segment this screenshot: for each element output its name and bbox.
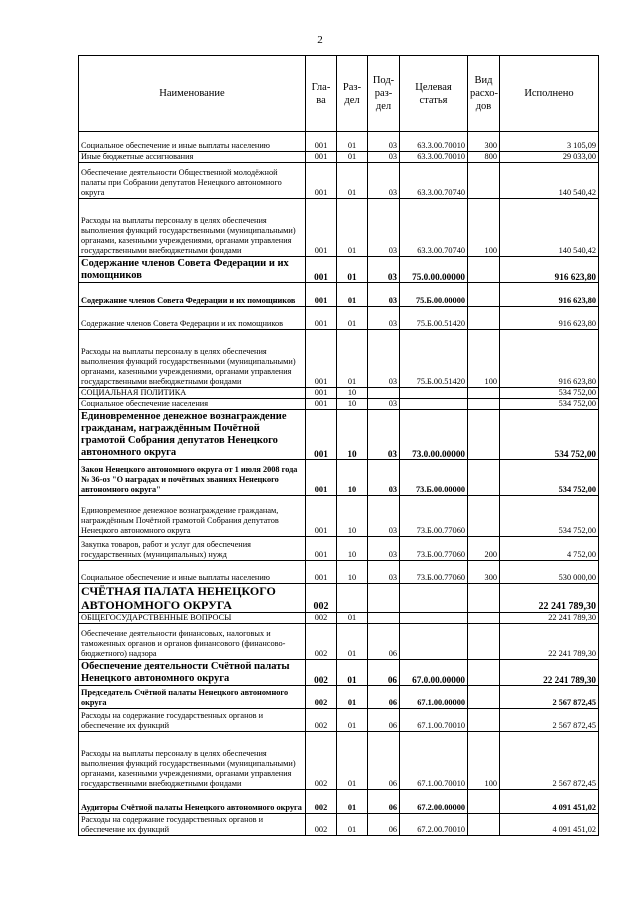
table-row xyxy=(79,814,599,836)
row-target-article-cell: 63.3.00.70010 xyxy=(400,132,468,152)
row-expense-type-cell xyxy=(468,460,500,496)
row-executed-amount-cell: 2 567 872,45 xyxy=(500,686,599,709)
row-expense-type-cell xyxy=(468,814,500,836)
row-executed-amount-cell: 140 540,42 xyxy=(500,199,599,257)
row-executed-amount-cell: 2 567 872,45 xyxy=(500,709,599,732)
row-name-cell: Закупка товаров, работ и услуг для обеспечения государственных (муниципальных) нужд xyxy=(79,537,306,561)
row-subsection-cell: 03 xyxy=(368,460,400,496)
row-name-cell: Расходы на выплаты персоналу в целях обеспечения выполнения функций государственными (муниципальными) органами, казенными учреждениями, органами управления государственными внебюджетными фондами xyxy=(79,330,306,388)
row-name-cell: Иные бюджетные ассигнования xyxy=(79,152,306,163)
row-chapter-cell: 001 xyxy=(306,257,337,283)
row-subsection-cell xyxy=(368,613,400,624)
row-chapter-cell: 001 xyxy=(306,460,337,496)
row-section-cell: 10 xyxy=(337,410,368,460)
row-chapter-cell: 001 xyxy=(306,399,337,410)
row-name-cell: Обеспечение деятельности Общественной молодёжной палаты при Собрании депутатов Ненецкого автономного округа xyxy=(79,163,306,199)
row-target-article-cell: 63.3.00.70740 xyxy=(400,199,468,257)
row-chapter-cell: 001 xyxy=(306,199,337,257)
row-subsection-cell: 03 xyxy=(368,199,400,257)
budget-execution-table xyxy=(78,55,599,836)
table-row xyxy=(79,257,599,283)
row-chapter-cell: 001 xyxy=(306,132,337,152)
row-section-cell: 01 xyxy=(337,199,368,257)
table-row xyxy=(79,584,599,613)
row-target-article-cell: 67.1.00.70010 xyxy=(400,709,468,732)
row-expense-type-cell: 100 xyxy=(468,732,500,790)
table-row xyxy=(79,307,599,330)
row-name-cell: Расходы на содержание государственных органов и обеспечение их функций xyxy=(79,814,306,836)
row-name-cell: Содержание членов Совета Федерации и их помощников xyxy=(79,257,306,283)
row-section-cell: 01 xyxy=(337,814,368,836)
row-expense-type-cell: 800 xyxy=(468,152,500,163)
row-executed-amount-cell: 916 623,80 xyxy=(500,283,599,307)
row-target-article-cell: 67.1.00.70010 xyxy=(400,732,468,790)
row-executed-amount-cell: 916 623,80 xyxy=(500,330,599,388)
row-subsection-cell: 06 xyxy=(368,790,400,814)
row-expense-type-cell xyxy=(468,410,500,460)
row-name-cell: Социальное обеспечение и иные выплаты населению xyxy=(79,132,306,152)
row-executed-amount-cell: 534 752,00 xyxy=(500,410,599,460)
row-chapter-cell: 001 xyxy=(306,410,337,460)
row-section-cell: 01 xyxy=(337,686,368,709)
row-chapter-cell: 002 xyxy=(306,709,337,732)
row-executed-amount-cell: 29 033,00 xyxy=(500,152,599,163)
row-name-cell: Обеспечение деятельности финансовых, налоговых и таможенных органов и органов финансового (финансово-бюджетного) надзора xyxy=(79,624,306,660)
table-body xyxy=(79,132,599,836)
row-name-cell: СЧЁТНАЯ ПАЛАТА НЕНЕЦКОГО АВТОНОМНОГО ОКРУГА xyxy=(79,584,306,613)
row-section-cell: 01 xyxy=(337,152,368,163)
row-section-cell: 10 xyxy=(337,399,368,410)
column-header-target-article: Целевая статья xyxy=(400,56,468,132)
row-subsection-cell: 03 xyxy=(368,561,400,584)
row-chapter-cell: 001 xyxy=(306,388,337,399)
table-row xyxy=(79,132,599,152)
row-expense-type-cell xyxy=(468,624,500,660)
row-subsection-cell: 03 xyxy=(368,307,400,330)
row-section-cell: 01 xyxy=(337,307,368,330)
row-target-article-cell: 63.3.00.70010 xyxy=(400,152,468,163)
row-target-article-cell xyxy=(400,388,468,399)
row-subsection-cell: 03 xyxy=(368,152,400,163)
row-subsection-cell: 03 xyxy=(368,257,400,283)
row-name-cell: Содержание членов Совета Федерации и их помощников xyxy=(79,307,306,330)
row-target-article-cell: 75.0.00.00000 xyxy=(400,257,468,283)
row-name-cell: Председатель Счётной палаты Ненецкого автономного округа xyxy=(79,686,306,709)
table-row xyxy=(79,399,599,410)
row-subsection-cell: 06 xyxy=(368,814,400,836)
table-row xyxy=(79,561,599,584)
row-section-cell: 01 xyxy=(337,132,368,152)
table-row xyxy=(79,410,599,460)
row-target-article-cell xyxy=(400,613,468,624)
row-subsection-cell: 06 xyxy=(368,732,400,790)
row-name-cell: СОЦИАЛЬНАЯ ПОЛИТИКА xyxy=(79,388,306,399)
row-expense-type-cell: 300 xyxy=(468,132,500,152)
row-expense-type-cell xyxy=(468,283,500,307)
row-executed-amount-cell: 2 567 872,45 xyxy=(500,732,599,790)
row-chapter-cell: 001 xyxy=(306,537,337,561)
row-chapter-cell: 001 xyxy=(306,283,337,307)
row-executed-amount-cell: 534 752,00 xyxy=(500,388,599,399)
row-name-cell: Социальное обеспечение населения xyxy=(79,399,306,410)
row-executed-amount-cell: 4 752,00 xyxy=(500,537,599,561)
row-section-cell: 01 xyxy=(337,257,368,283)
table-row xyxy=(79,152,599,163)
row-target-article-cell xyxy=(400,624,468,660)
row-executed-amount-cell: 530 000,00 xyxy=(500,561,599,584)
row-section-cell: 01 xyxy=(337,330,368,388)
table-row xyxy=(79,283,599,307)
row-chapter-cell: 002 xyxy=(306,660,337,686)
row-expense-type-cell xyxy=(468,388,500,399)
row-expense-type-cell xyxy=(468,613,500,624)
row-executed-amount-cell: 22 241 789,30 xyxy=(500,613,599,624)
table-row xyxy=(79,660,599,686)
row-chapter-cell: 001 xyxy=(306,496,337,537)
table-row xyxy=(79,790,599,814)
row-section-cell: 01 xyxy=(337,660,368,686)
table-row xyxy=(79,496,599,537)
row-expense-type-cell xyxy=(468,686,500,709)
row-target-article-cell: 67.2.00.00000 xyxy=(400,790,468,814)
row-chapter-cell: 002 xyxy=(306,814,337,836)
table-header-row xyxy=(79,56,599,132)
row-subsection-cell: 03 xyxy=(368,132,400,152)
table-row xyxy=(79,460,599,496)
row-section-cell: 01 xyxy=(337,709,368,732)
row-target-article-cell xyxy=(400,584,468,613)
row-section-cell: 01 xyxy=(337,624,368,660)
row-chapter-cell: 001 xyxy=(306,307,337,330)
row-chapter-cell: 001 xyxy=(306,330,337,388)
column-header-section: Раз- дел xyxy=(337,56,368,132)
row-name-cell: Единовременное денежное вознаграждение гражданам, награждённым Почётной грамотой Собрания депутатов Ненецкого автономного округа xyxy=(79,496,306,537)
row-executed-amount-cell: 4 091 451,02 xyxy=(500,814,599,836)
row-expense-type-cell xyxy=(468,399,500,410)
row-chapter-cell: 001 xyxy=(306,561,337,584)
row-chapter-cell: 002 xyxy=(306,584,337,613)
row-target-article-cell: 73.Б.00.77060 xyxy=(400,496,468,537)
row-subsection-cell: 03 xyxy=(368,283,400,307)
table-row xyxy=(79,613,599,624)
row-name-cell: Закон Ненецкого автономного округа от 1 июля 2008 года № 36-оз "О наградах и почётных званиях Ненецкого автономного округа" xyxy=(79,460,306,496)
row-executed-amount-cell: 534 752,00 xyxy=(500,399,599,410)
row-expense-type-cell xyxy=(468,660,500,686)
row-chapter-cell: 001 xyxy=(306,152,337,163)
row-subsection-cell: 06 xyxy=(368,624,400,660)
row-expense-type-cell xyxy=(468,307,500,330)
row-executed-amount-cell: 22 241 789,30 xyxy=(500,660,599,686)
row-subsection-cell: 03 xyxy=(368,399,400,410)
row-name-cell: Обеспечение деятельности Счётной палаты Ненецкого автономного округа xyxy=(79,660,306,686)
table-row xyxy=(79,388,599,399)
row-name-cell: Социальное обеспечение и иные выплаты населению xyxy=(79,561,306,584)
row-expense-type-cell xyxy=(468,584,500,613)
row-chapter-cell: 002 xyxy=(306,732,337,790)
row-name-cell: Аудиторы Счётной палаты Ненецкого автономного округа xyxy=(79,790,306,814)
table-row xyxy=(79,163,599,199)
row-executed-amount-cell: 140 540,42 xyxy=(500,163,599,199)
row-subsection-cell: 03 xyxy=(368,537,400,561)
table-row xyxy=(79,732,599,790)
row-executed-amount-cell: 3 105,09 xyxy=(500,132,599,152)
row-section-cell: 10 xyxy=(337,561,368,584)
row-expense-type-cell xyxy=(468,790,500,814)
row-executed-amount-cell: 916 623,80 xyxy=(500,307,599,330)
row-target-article-cell: 67.0.00.00000 xyxy=(400,660,468,686)
row-target-article-cell: 73.Б.00.00000 xyxy=(400,460,468,496)
row-section-cell: 01 xyxy=(337,790,368,814)
row-target-article-cell xyxy=(400,399,468,410)
table-row xyxy=(79,686,599,709)
row-executed-amount-cell: 534 752,00 xyxy=(500,460,599,496)
row-expense-type-cell: 200 xyxy=(468,537,500,561)
row-executed-amount-cell: 916 623,80 xyxy=(500,257,599,283)
row-chapter-cell: 002 xyxy=(306,686,337,709)
row-chapter-cell: 001 xyxy=(306,163,337,199)
row-subsection-cell: 06 xyxy=(368,660,400,686)
table-row xyxy=(79,199,599,257)
row-section-cell: 10 xyxy=(337,496,368,537)
row-subsection-cell xyxy=(368,584,400,613)
row-section-cell xyxy=(337,584,368,613)
row-executed-amount-cell: 22 241 789,30 xyxy=(500,584,599,613)
row-name-cell: Содержание членов Совета Федерации и их помощников xyxy=(79,283,306,307)
column-header-subsection: Под- раз- дел xyxy=(368,56,400,132)
row-section-cell: 01 xyxy=(337,163,368,199)
row-subsection-cell: 03 xyxy=(368,330,400,388)
row-expense-type-cell: 100 xyxy=(468,199,500,257)
row-name-cell: ОБЩЕГОСУДАРСТВЕННЫЕ ВОПРОСЫ xyxy=(79,613,306,624)
row-subsection-cell: 06 xyxy=(368,709,400,732)
row-target-article-cell: 75.Б.00.00000 xyxy=(400,283,468,307)
row-target-article-cell: 63.3.00.70740 xyxy=(400,163,468,199)
row-subsection-cell xyxy=(368,388,400,399)
row-expense-type-cell: 300 xyxy=(468,561,500,584)
row-executed-amount-cell: 4 091 451,02 xyxy=(500,790,599,814)
row-expense-type-cell xyxy=(468,257,500,283)
row-section-cell: 10 xyxy=(337,460,368,496)
row-expense-type-cell xyxy=(468,709,500,732)
row-subsection-cell: 06 xyxy=(368,686,400,709)
row-section-cell: 01 xyxy=(337,283,368,307)
row-target-article-cell: 75.Б.00.51420 xyxy=(400,330,468,388)
row-expense-type-cell xyxy=(468,163,500,199)
row-subsection-cell: 03 xyxy=(368,496,400,537)
page-number: 2 xyxy=(317,34,323,46)
row-subsection-cell: 03 xyxy=(368,410,400,460)
row-subsection-cell: 03 xyxy=(368,163,400,199)
row-expense-type-cell: 100 xyxy=(468,330,500,388)
table-row xyxy=(79,709,599,732)
row-section-cell: 10 xyxy=(337,388,368,399)
row-name-cell: Расходы на содержание государственных органов и обеспечение их функций xyxy=(79,709,306,732)
column-header-chapter: Гла- ва xyxy=(306,56,337,132)
row-target-article-cell: 75.Б.00.51420 xyxy=(400,307,468,330)
table-row xyxy=(79,624,599,660)
row-section-cell: 01 xyxy=(337,732,368,790)
row-name-cell: Расходы на выплаты персоналу в целях обеспечения выполнения функций государственными (муниципальными) органами, казенными учреждениями, органами управления государственными внебюджетными фондами xyxy=(79,199,306,257)
row-chapter-cell: 002 xyxy=(306,624,337,660)
column-header-executed: Исполнено xyxy=(500,56,599,132)
table-row xyxy=(79,537,599,561)
row-expense-type-cell xyxy=(468,496,500,537)
table-row xyxy=(79,330,599,388)
row-chapter-cell: 002 xyxy=(306,613,337,624)
row-section-cell: 10 xyxy=(337,537,368,561)
row-target-article-cell: 67.1.00.00000 xyxy=(400,686,468,709)
row-target-article-cell: 73.0.00.00000 xyxy=(400,410,468,460)
row-target-article-cell: 67.2.00.70010 xyxy=(400,814,468,836)
row-target-article-cell: 73.Б.00.77060 xyxy=(400,537,468,561)
row-name-cell: Единовременное денежное вознаграждение гражданам, награждённым Почётной грамотой Собрания депутатов Ненецкого автономного округа xyxy=(79,410,306,460)
column-header-name: Наименование xyxy=(79,56,306,132)
column-header-expense-type: Вид расхо- дов xyxy=(468,56,500,132)
row-executed-amount-cell: 534 752,00 xyxy=(500,496,599,537)
row-section-cell: 01 xyxy=(337,613,368,624)
row-chapter-cell: 002 xyxy=(306,790,337,814)
row-executed-amount-cell: 22 241 789,30 xyxy=(500,624,599,660)
row-name-cell: Расходы на выплаты персоналу в целях обеспечения выполнения функций государственными (муниципальными) органами, казенными учреждениями, органами управления государственными внебюджетными фондами xyxy=(79,732,306,790)
row-target-article-cell: 73.Б.00.77060 xyxy=(400,561,468,584)
